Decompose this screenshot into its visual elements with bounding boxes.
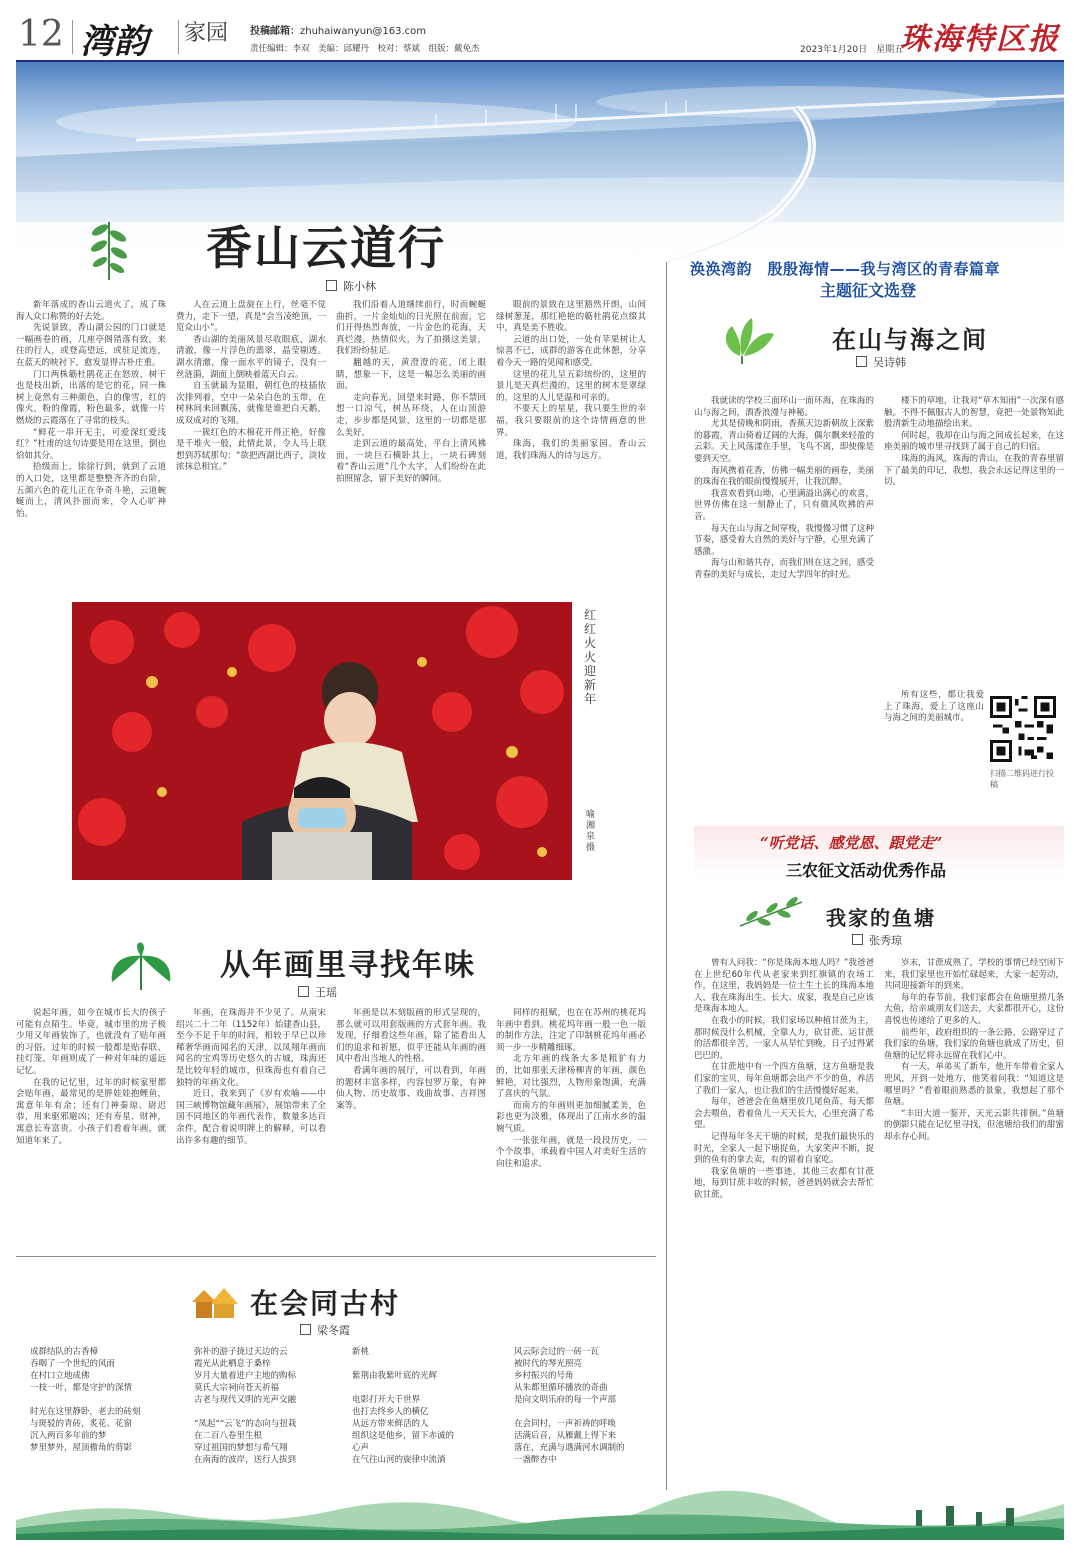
paragraph: 何时起，我却在山与海之间成长起来，在这座美丽的城市里寻找到了属于自己的归宿。 [884,430,1064,453]
poem-stanza: 风云际会过的一砖一瓦 被时代的琴光照亮 乡村振兴的号角 从朱都里循环播放的奇曲 是向文明乐府的每一个声部 在会同村，一声祈祷的呼唤 活满后音，从雁戴上得下来 落在，充满与遇满河水调制的 一盏醉杏中 [514,1347,625,1465]
author-box-icon [298,986,309,997]
article-column [694,958,874,1478]
paragraph: 人在云道上盘旋在上行，丝毫不觉费力，走下一望，真是“会当凌绝顶，一览众山小”。 [176,300,326,334]
paragraph: 我喜欢看到山坳，心里满溢出满心的欢喜，世界仿佛在这一刻静止了，只有微风吹拂的声音。 [694,488,874,522]
ginkgo-leaf-icon [720,316,776,364]
article-column [16,300,166,590]
paragraph: 香山湖的美丽风景尽收眼底，湖水清澈，像一片浮色的翡翠，晶莹剔透。湖水清澈，像一面水平的镜子，没有一丝涟漪，湖面上倒映着蓝天白云。 [176,334,326,380]
contest-heading: 涣涣湾韵 殷殷海情——我与湾区的青春篇章 [690,260,1001,278]
paragraph: 同样的祖赋，也在在苏州的桃花坞年画中看到。桃花坞年画一般一色一版的制作方法，注定了印制桃花坞年画必须一步一步精雕细琢。 [496,1008,646,1053]
paragraph: 年画，在珠海并不少见了。从南宋绍兴二十二年（1152年）始建香山县，至今不足千年的时间，相较于早已以珍稀奢华画而闻名的天津，以凤翔年画而闻名的宝鸡等历史悠久的古城，珠海还是比较年轻的城市，但珠海也有着自己独特的年画文化。 [176,1008,326,1088]
paragraph: 每年，爸爸会在鱼塘里放几尾鱼苗，每天都会去喂鱼，看着鱼儿一天天长大，心里充满了希望。 [694,1097,874,1131]
email-address: zhuhaiwanyun@163.com [300,26,427,37]
author-name: 王瑶 [315,986,337,999]
leaf-branch-icon [738,896,804,932]
photo-caption: 红红火火迎新年 [584,608,597,706]
submission-email [250,22,426,37]
poem-stanza: 弥补的游子拢过天边的云 霞光从此栖息于桑梓 岁月大量着进户主地的购标 莫氏大宗祠向苍天祈福 古老与现代又明的光声交融 “凤起”“云飞”的态向与扭栽 在二百八卷里生根 穿过祖国的梦想与希气翔 在南海的波岸，送行人拔到 [194,1347,297,1465]
author-name: 张秀琼 [869,934,902,947]
green-mountains-illustration [16,1480,1064,1540]
poem-stanza: 成群结队的古香樟 吞咽了一个世纪的风雨 在村口立地成佛 一枝一叶，都是守护的深情 时光在这里静卧，老去的砖刻 与斑驳的青砖，炙花、花窗 沉入两百多年前的梦 梦里梦外，屋顶檐角的剪影 [30,1347,141,1453]
village-roof-icon [190,1282,240,1322]
palm-leaf-icon [108,934,174,994]
leaf-ornament-icon [86,216,132,282]
article-author [856,354,906,370]
author-box-icon [326,280,337,291]
paragraph: 尤其是傍晚和阴雨，香蕉天边新朝故上深紫的暮霞，青山倚着辽阔的大海，偶尔飘来轻盈的云彩。天上风荡漾在手里，飞鸟不离，即使像是要到天空。 [694,419,874,464]
masthead-divider-2 [178,20,179,54]
paragraph: 记得每年冬天干塘的时候，是我们最快乐的时光，全家人一起下塘捉鱼，大家笑声不断，捉到的鱼有的拿去卖，有的留着自家吃。 [694,1131,874,1166]
new-year-photo [72,602,572,880]
paragraph: 海风携着花香，仿佛一幅美丽的画卷，美丽的珠海在我的眼前慢慢展开，让我沉醉。 [694,465,874,488]
paragraph: 在甘蔗地中有一个四方鱼塘，这方鱼塘是我们家的宝贝，每年鱼塘都会出产不少的鱼，养活了我们一家人，也让我们的生活慢慢好起来。 [694,1062,874,1096]
paragraph: “丰田大道一鉴开，天光云影共徘徊。”鱼塘的倒影只能在记忆里寻找，但池塘给我们的甜蜜却永存心间。 [884,1108,1064,1142]
footer-landscape [16,1480,1064,1540]
page-number: 12 [18,14,64,55]
lantern-child-photo-icon [72,602,572,880]
paragraph: 眼前的景致在这里豁然开朗，山间绿树葱茏，那红艳艳的簕杜鹃花点缀其中，真是美不胜收。 [496,300,646,334]
article-title: 从年画里寻找年味 [220,948,476,983]
paragraph: 珠海的海风，珠海的青山，在我的青春里留下了最美的印记，我想，我会永远记得这里的一切。 [884,453,1064,488]
author-box-icon [300,1324,311,1335]
photo-credit: 喻湘泉 摄 [586,810,605,853]
email-label: 投稿邮箱： [250,26,300,37]
paragraph: 新年落成的香山云道火了，成了珠海人众口称赞的好去处。 [16,300,166,322]
author-box-icon [856,356,867,367]
article-column [496,300,646,590]
article-column [694,396,874,796]
article-column [884,958,1064,1478]
paragraph: 年画是以木刻版画的形式呈现的，那么就可以用套版画的方式套年画。我发现，仔细看这些年画，除了能看出人们的追求和祈愿，似乎还能从年画的画风中看出当地人的性格。 [336,1008,486,1065]
article-title: 在会同古村 [250,1287,401,1320]
staff-credits: 责任编辑：李双 美编：邱耀丹 校对：蔡斌 组版：戴免杰 [250,44,480,54]
contest-subheading: 主题征文选登 [820,281,917,300]
paragraph: 所有这些，都让我爱上了珠海，爱上了这座山与海之间的美丽城市。 [884,690,984,724]
paragraph: 每年的春节前，我们家都会在鱼塘里捞几条大鱼，给亲戚朋友们送去，大家都很开心，这份喜悦也传递给了更多的人。 [884,992,1064,1026]
article-column [496,1008,646,1248]
article-column [176,300,326,590]
section-name: 家园 [184,21,229,46]
qr-caption: 扫描二维码进行投稿 [990,769,1054,789]
paragraph: 我家鱼塘的一些事迹，其他三农都有甘蔗地，每到甘蔗丰收的时候，爸爸妈妈就会去帮忙砍甘蔗。 [694,1166,874,1200]
article-author [298,984,337,1000]
paragraph: 自玉就最为显眼，朝红色的枝插依次排列着，空中一朵朵白色的玉带，在树林间来回飘荡，就像是谁把白天鹅，成双成对的飞翔。 [176,381,326,426]
article-column [884,690,984,800]
article-column [16,1008,166,1248]
contest-subheading: 三农征文活动优秀作品 [786,861,947,880]
paragraph: 看满年画的展厅，可以看到，年画的题材丰富多样，内容包罗万象，有神仙人物、历史故事、戏曲故事、吉祥图案等。 [336,1065,486,1111]
newspaper-logo: 珠海特区报 [900,22,1060,57]
author-name: 陈小林 [343,280,376,293]
article-column [176,1008,326,1248]
column-divider [666,262,667,1490]
paragraph: 珠海，我们的美丽家园。香山云道，我们珠海人的诗与远方。 [496,439,646,461]
qr-code-icon[interactable] [990,696,1056,762]
paragraph: 翻越的天，黄澄澄的花，闭上眼睛，想象一下，这是一幅怎么美丽的画面。 [336,357,486,392]
contest-banner [694,826,1064,880]
paragraph: 说起年画，如今在城市长大的孩子可能有点陌生。毕竟，城市里的房子极少用又年画装饰了，也就没有了贴年画的习俗。过年的时候一般都是贴春联、挂灯笼，年画则成了一种对年味的遥远记忆。 [16,1008,166,1076]
paragraph: 不要天上的星星，我只要生世的幸福，我只要眼前的这个诗情画意的世界。 [496,404,646,438]
paragraph: 在我的记忆里，过年的时候家里都会贴年画，最常见的是胖娃娃抱鲤鱼，寓意年年有余；还有门神秦琼、尉迟恭，用来驱邪避凶；还有寿星、财神，寓意长寿富贵。小孩子们看着年画，就知道年来了。 [16,1077,166,1146]
paragraph: 楼下的草地，让我对“草木知雨”一次深有感触。不得不佩服古人的智慧，竟把一处景物知此般清新生动地描绘出来。 [884,396,1064,430]
paragraph: 云道的出口处，一处有苹果树让人惊喜不已，成群的游客在此休憩，分享着今天一路的见闻和感受。 [496,334,646,368]
paragraph: 海与山和谐共存，而我们则在这之间，感受青春的美好与成长，走过大学四年的时光。 [694,558,874,580]
masthead-divider [72,20,73,54]
paragraph: 近日，我来到了《岁有欢喻——中国三峡博物馆藏年画展》，展馆带来了全国不同地区的年画代表作，数量多达百余件，配合着说明牌上的解释，可以看出许多有趣的细节。 [176,1089,326,1146]
paragraph: “鲜花一串开无主，可爱深红爱浅红？”杜甫的这句诗要是用在这里，倒也恰如其分。 [16,427,166,461]
paragraph: 走到云道的最高处，平台上清风拂面，一块巨石横卧其上，一块石碑刻着“香山云道”几个大字，人们纷纷在此拍照留念，留下美好的瞬间。 [336,439,486,484]
contest-slogan: “听党话、感党恩、跟党走” [760,834,943,852]
paragraph: 我就读的学校三面环山一面环海，在珠海的山与海之间，酒香浪漫与神秘。 [694,396,874,418]
paragraph: 走向春光，回望来时路，你不禁回想一口凉气，树丛环绕，人在山顶游走，步步都是风景，这里的一切都是那么美好。 [336,392,486,438]
poem-stanza: 新桃 紫荆由我紫叶底的光辉 电影打开大千世界 也打去终乡人的横亿 从远方带来鲜活的人 组织这是他乡，留下赤诚的 心声 在气往山河的旋律中流淌 [352,1347,455,1465]
paragraph: 岁末，甘蔗成熟了，学校的事情已经空闲下来，我们家里也开始忙碌起来，大家一起劳动，共同迎接新年的到来。 [884,958,1064,992]
article-title: 在山与海之间 [832,325,988,354]
paragraph: 一张张年画，就是一段段历史，一个个故事，承载着中国人对美好生活的向往和追求。 [496,1135,646,1169]
paragraph: 拾级而上，徐徐行到，就到了云道的入口处，这里都是整整齐齐的台阶，五颜六色的花儿正在争奇斗艳，云道蜿蜒而上，清风扑面而来，令人心旷神怡。 [16,462,166,519]
paragraph: 有一天，单弟买了新车，他开车带着全家人兜风，开到一处地方，他笑着问我：“知道这是哪里吗？”看着眼前熟悉的景象，我想起了那个鱼塘。 [884,1062,1064,1108]
article-title: 我家的鱼塘 [826,906,936,930]
paragraph: 前些年，政府组织的一条公路，公路穿过了我们家的鱼塘，我们家的鱼塘也就成了历史，但鱼塘的记忆将永远留在我们心中。 [884,1027,1064,1061]
section-brand: 湾韵 [80,22,148,62]
article-author [300,1322,350,1338]
paragraph: 而南方的年画则更加细腻柔美，色彩也更为淡雅，体现出了江南水乡的温婉气质。 [496,1100,646,1134]
paragraph: 这里的花儿呈五彩缤纷的，这里的景儿是天真烂漫的，这里的树木是翠绿的，这里的人儿是温和可亲的。 [496,369,646,403]
bridge-sea-illustration [16,62,1064,262]
article-author [326,278,376,294]
paragraph: 我们沿着人道继续前行，时而蜿蜒曲折，一片金灿灿的日光照在前面，它们开得热烈奔放，一片金色的花海，天真烂漫，热情似火，为了拍摄这美景，我们纷纷驻足。 [336,300,486,357]
paragraph: 曾有人问我：“你是珠海本地人吗？”我爸爸在上世纪60年代从老家来到红旗镇的农场工作，在这里，我妈妈是一位土生土长的珠海本地人，我在珠海出生、长大、成家，我是自己应该是珠海本地人。 [694,958,874,1015]
paragraph: 一簇红色的木棉花开得正艳，好像是千堆火一般，此情此景，令人马上联想到苏轼那句：“欲把西湖比西子，淡妆浓抹总相宜。” [176,427,326,473]
article-column [336,300,486,590]
paragraph: 先说景致，香山湖公园的门口就是一幅画卷的画，几座亭阁错落有致，来往的行人，或登高望远，或驻足流连，在蓝天的映衬下，愈发显得古朴庄重。 [16,323,166,368]
author-name: 梁冬霞 [317,1324,350,1337]
paragraph: 每天在山与海之间穿梭，我慢慢习惯了这种节奏，感受着大自然的美好与宁静，心里充满了感激。 [694,523,874,557]
author-box-icon [852,934,863,945]
paragraph: 北方年画的线条大多是粗犷有力的，比如那张天津杨柳青的年画，颜色鲜艳，对比强烈，人物形象饱满，充满了喜庆的气氛。 [496,1054,646,1100]
paragraph: 门口两株簕杜鹃花正在怒放，树干也是枝出新，出落的是它的花，同一株树上竟然有三种颜色，白的像雪，红的像火，粉的像霞，粉色最多，就像一片燃烧的云霞落在了寻常的枝头。 [16,369,166,426]
article-author [852,932,902,948]
article-column [336,1008,486,1248]
paragraph: 在我小的时候，我们家场以种植甘蔗为主，那时候没什么机械，全靠人力，砍甘蔗、运甘蔗的活都很辛苦，一家人从早忙到晚，日子过得紧巴巴的。 [694,1015,874,1061]
article-column [884,396,1064,686]
header-banner [16,62,1064,262]
author-name: 吴诗韩 [873,356,906,369]
article-title: 香山云道行 [206,221,446,275]
issue-date: 2023年1月20日 星期五 [800,45,904,55]
section-divider [16,1256,656,1257]
